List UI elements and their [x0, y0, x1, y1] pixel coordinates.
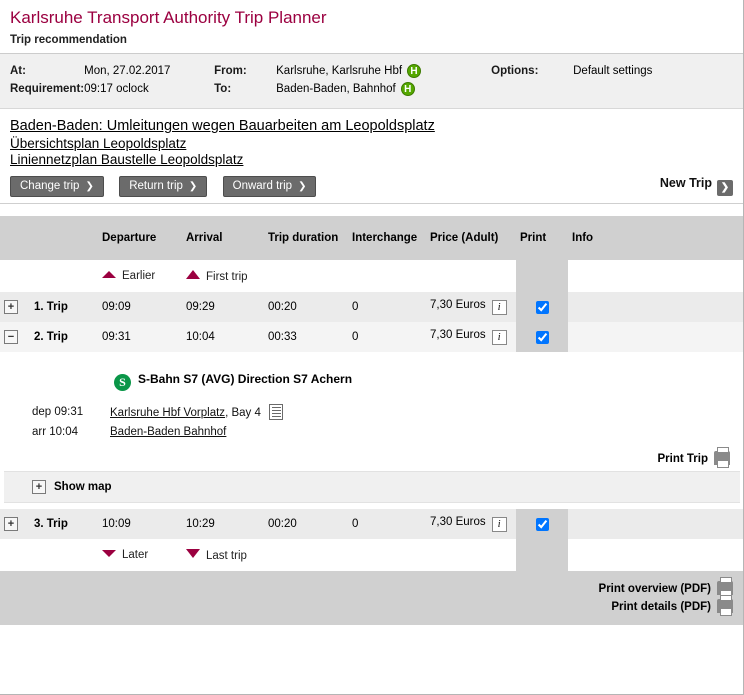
info-icon[interactable]: i [492, 300, 507, 315]
info-cell [568, 292, 744, 322]
last-trip-icon [186, 549, 200, 559]
print-col-spacer-bottom [516, 539, 568, 571]
detail-departure-stop-link[interactable]: Karlsruhe Hbf Vorplatz [110, 407, 226, 419]
trip-price: 7,30 Euros [430, 299, 486, 311]
detail-departure-stop-cell [110, 401, 283, 423]
nav-row-top [0, 260, 744, 292]
detail-line-title: S-Bahn S7 (AVG) Direction S7 Achern [138, 372, 353, 386]
requirement-value: 09:17 oclock [84, 83, 149, 95]
later-cell[interactable] [98, 539, 182, 571]
print-details-label[interactable]: Print details (PDF) [611, 601, 711, 613]
trip-price: 7,30 Euros [430, 329, 486, 341]
detail-arrival-row [32, 423, 283, 441]
col-expand-header [0, 216, 30, 260]
from-label: From: [214, 65, 247, 77]
table-row[interactable] [0, 509, 744, 539]
print-checkbox[interactable] [536, 331, 549, 344]
empty-cell-2 [573, 80, 652, 98]
expand-toggle-icon[interactable]: + [4, 517, 18, 531]
first-trip-icon [186, 270, 200, 280]
page-title: Karlsruhe Transport Authority Trip Planner [10, 8, 327, 27]
collapse-toggle-icon[interactable]: − [4, 330, 18, 344]
s-bahn-icon: S [114, 374, 131, 391]
notice-network-plan-link[interactable]: Liniennetzplan Baustelle Leopoldsplatz [10, 152, 244, 167]
query-row-2 [10, 80, 652, 98]
col-info-header: Info [568, 216, 744, 260]
print-details-row[interactable] [10, 597, 733, 615]
empty-cell-1 [491, 80, 573, 98]
chevron-right-icon: ❯ [717, 180, 733, 196]
nav-bottom-spacer-2 [30, 539, 98, 571]
new-trip-button[interactable] [660, 176, 733, 196]
first-trip-cell[interactable] [182, 260, 516, 292]
change-trip-button[interactable] [10, 176, 104, 197]
expand-cell[interactable] [0, 292, 30, 322]
info-icon[interactable]: i [492, 517, 507, 532]
trip-arrival: 10:29 [182, 509, 264, 539]
info-cell [568, 509, 744, 539]
printer-icon[interactable] [714, 451, 730, 465]
last-trip-cell[interactable] [182, 539, 516, 571]
print-overview-row[interactable] [10, 579, 733, 597]
notice-main-link[interactable]: Baden-Baden: Umleitungen wegen Bauarbeiten am Leopoldsplatz [10, 118, 435, 134]
trip-duration: 00:33 [264, 322, 348, 352]
trip-interchange: 0 [348, 509, 426, 539]
chevron-right-icon: ❯ [298, 181, 307, 192]
info-col-spacer-bottom [568, 539, 744, 571]
arrow-up-icon [102, 271, 116, 278]
expand-cell[interactable] [0, 322, 30, 352]
trip-price-cell [426, 292, 516, 322]
trip-departure: 09:09 [98, 292, 182, 322]
info-icon[interactable]: i [492, 330, 507, 345]
first-trip-link[interactable]: First trip [206, 270, 248, 283]
trip-name: 2. Trip [30, 322, 98, 352]
nav-row-bottom [0, 539, 744, 571]
print-overview-label[interactable]: Print overview (PDF) [598, 583, 711, 595]
requirement-label: Requirement: [10, 83, 85, 95]
earlier-cell[interactable] [98, 260, 182, 292]
footer-print-options [0, 571, 743, 625]
printer-icon[interactable] [717, 581, 733, 595]
col-print-header: Print [516, 216, 568, 260]
trip-duration: 00:20 [264, 292, 348, 322]
col-duration-header: Trip duration [264, 216, 348, 260]
print-trip-label: Print Trip [657, 453, 708, 465]
change-trip-label: Change trip [20, 180, 80, 192]
table-header-row [0, 216, 744, 260]
detail-arrival-stop-cell [110, 423, 283, 441]
to-label: To: [214, 83, 232, 95]
trip-interchange: 0 [348, 292, 426, 322]
trip-price-cell [426, 509, 516, 539]
later-link[interactable]: Later [122, 549, 149, 561]
printer-icon[interactable] [717, 599, 733, 613]
at-label: At: [10, 65, 26, 77]
from-value: Karlsruhe, Karlsruhe Hbf [276, 65, 403, 78]
at-value: Mon, 27.02.2017 [84, 65, 171, 77]
detail-departure-time: dep 09:31 [32, 401, 110, 423]
detail-departure-bay: , Bay 4 [225, 407, 261, 419]
nav-bottom-spacer [0, 539, 30, 571]
query-table [10, 62, 652, 98]
info-cell [568, 322, 744, 352]
stop-icon: H [407, 64, 421, 78]
show-map-label[interactable]: Show map [54, 481, 112, 493]
nav-top-spacer [0, 260, 30, 292]
trip-departure: 10:09 [98, 509, 182, 539]
trip-departure: 09:31 [98, 322, 182, 352]
expand-toggle-icon[interactable]: + [4, 300, 18, 314]
stop-icon: H [401, 82, 415, 96]
options-label: Options: [491, 65, 539, 77]
trip-detail-row [0, 352, 744, 509]
action-button-row [0, 170, 743, 204]
options-value: Default settings [573, 65, 653, 77]
print-checkbox-cell[interactable] [516, 292, 568, 322]
trip-detail-panel [4, 358, 740, 503]
col-departure-header: Departure [98, 216, 182, 260]
trip-price: 7,30 Euros [430, 516, 486, 528]
spacer [0, 204, 743, 216]
show-map-expand-icon[interactable]: + [32, 480, 46, 494]
trip-interchange: 0 [348, 322, 426, 352]
notice-overview-link[interactable]: Übersichtsplan Leopoldsplatz [10, 136, 187, 151]
query-summary [0, 54, 743, 109]
timetable-icon[interactable] [269, 404, 283, 420]
return-trip-button[interactable] [119, 176, 207, 197]
trip-arrival: 09:29 [182, 292, 264, 322]
table-row[interactable] [0, 292, 744, 322]
results-table [0, 216, 744, 571]
print-checkbox[interactable] [536, 301, 549, 314]
nav-top-spacer-2 [30, 260, 98, 292]
onward-trip-label: Onward trip [232, 180, 293, 192]
detail-stops-table [32, 401, 283, 441]
to-value-cell [276, 80, 491, 98]
table-row[interactable] [0, 322, 744, 352]
onward-trip-button[interactable] [223, 176, 317, 197]
print-checkbox-cell[interactable] [516, 322, 568, 352]
results-table-container [0, 216, 744, 571]
trip-duration: 00:20 [264, 509, 348, 539]
new-trip-label: New Trip [659, 176, 712, 190]
earlier-link[interactable]: Earlier [122, 270, 156, 282]
trip-detail-cell [0, 352, 744, 509]
arrow-down-icon [102, 550, 116, 557]
chevron-right-icon: ❯ [188, 181, 198, 192]
notices [0, 109, 743, 170]
query-row-1 [10, 62, 652, 80]
col-trip-header [30, 216, 98, 260]
trip-arrival: 10:04 [182, 322, 264, 352]
col-interchange-header: Interchange [348, 216, 426, 260]
detail-arrival-stop-link[interactable]: Baden-Baden Bahnhof [110, 426, 227, 438]
col-price-header: Price (Adult) [426, 216, 516, 260]
to-value: Baden-Baden, Bahnhof [276, 83, 396, 96]
detail-departure-row [32, 401, 283, 423]
expand-cell[interactable] [0, 509, 30, 539]
trip-price-cell [426, 322, 516, 352]
col-arrival-header: Arrival [182, 216, 264, 260]
trip-name: 1. Trip [30, 292, 98, 322]
print-checkbox[interactable] [536, 518, 549, 531]
chevron-right-icon: ❯ [85, 181, 94, 192]
page-subtitle: Trip recommendation [0, 32, 743, 54]
detail-line-header [4, 368, 740, 401]
detail-arrival-time: arr 10:04 [32, 423, 110, 441]
last-trip-link[interactable]: Last trip [206, 549, 247, 562]
print-trip-row[interactable] [4, 441, 740, 471]
trip-name: 3. Trip [30, 509, 98, 539]
from-value-cell [276, 62, 491, 80]
print-col-spacer-top [516, 260, 568, 292]
info-col-spacer-top [568, 260, 744, 292]
show-map-row[interactable] [4, 471, 740, 502]
return-trip-label: Return trip [129, 180, 183, 192]
print-checkbox-cell[interactable] [516, 509, 568, 539]
